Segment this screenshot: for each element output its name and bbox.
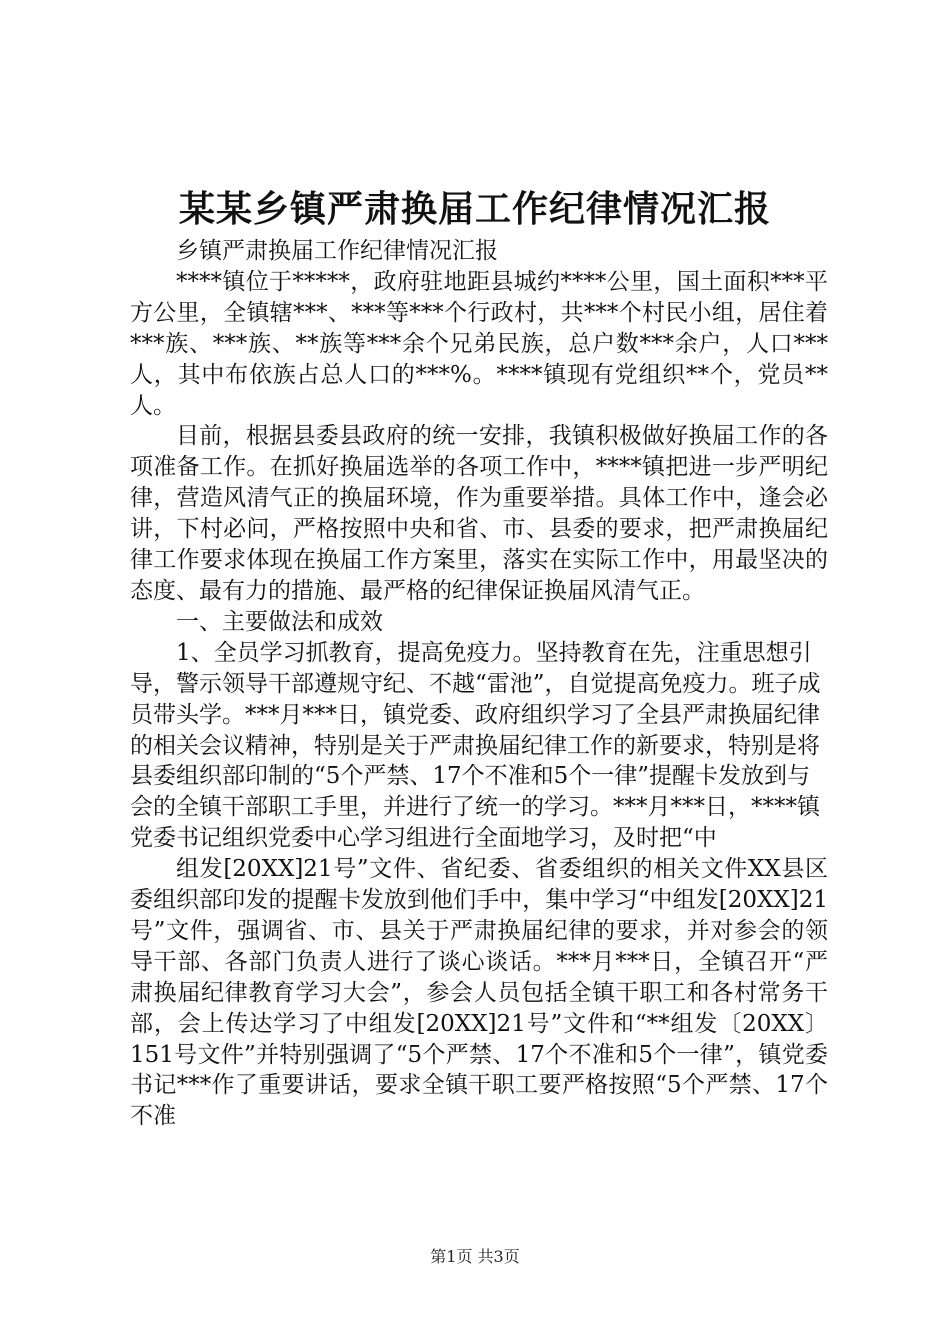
body-paragraph: 1、全员学习抓教育，提高免疫力。坚持教育在先，注重思想引导，警示领导干部遵规守纪、不越“雷池”，自觉提高免疫力。班子成员带头学。***月***日，镇党委、政府组织学习了全县严肃换届纪律的相关会议精神，特别是关于严肃换届纪律工作的新要求，特别是将县委组织部印制的“5个严禁、17个不准和5个一律”提醒卡发放到与会的全镇干部职工手里，并进行了统一的学习。***月***日，****镇党委书记组织党委中心学习组进行全面地学习，及时把“中 xyxy=(130,639,821,852)
body-paragraph: ****镇位于*****，政府驻地距县城约****公里，国土面积***平方公里，全镇辖***、***等***个行政村，共***个村民小组，居住着***族、***族、**族等***余个兄弟民族，总户数***余户，人口***人，其中布依族占总人口的***%。****镇现有党组织**个，党员**人。 xyxy=(130,268,828,419)
body-paragraph: 目前，根据县委县政府的统一安排，我镇积极做好换届工作的各项准备工作。在抓好换届选举的各项工作中，****镇把进一步严明纪律，营造风清气正的换届环境，作为重要举措。具体工作中，逢会必讲，下村必问，严格按照中央和省、市、县委的要求，把严肃换届纪律工作要求体现在换届工作方案里，落实在实际工作中，用最坚决的态度、最有力的措施、最严格的纪律保证换届风清气正。 xyxy=(130,423,828,604)
document-title: 某某乡镇严肃换届工作纪律情况汇报 xyxy=(178,188,771,230)
body-paragraph: 组发[20XX]21号”文件、省纪委、省委组织的相关文件XX县区委组织部印发的提醒卡发放到他们手中，集中学习“中组发[20XX]21号”文件，强调省、市、县关于严肃换届纪律的要求，并对参会的领导干部、各部门负责人进行了谈心谈话。***月***日，全镇召开“严肃换届纪律教育学习大会”，参会人员包括全镇干职工和各村常务干部，会上传达学习了中组发[20XX]21号”文件和“**组发〔20XX〕151号文件”并特别强调了“5个严禁、17个不准和5个一律”，镇党委书记***作了重要讲话，要求全镇干职工要严格按照“5个严禁、17个不准 xyxy=(130,856,828,1130)
page-footer: 第1页 共3页 xyxy=(430,1247,520,1266)
section-heading: 一、主要做法和成效 xyxy=(176,608,383,635)
document-body xyxy=(130,236,828,1132)
subtitle-paragraph: 乡镇严肃换届工作纪律情况汇报 xyxy=(176,238,498,264)
